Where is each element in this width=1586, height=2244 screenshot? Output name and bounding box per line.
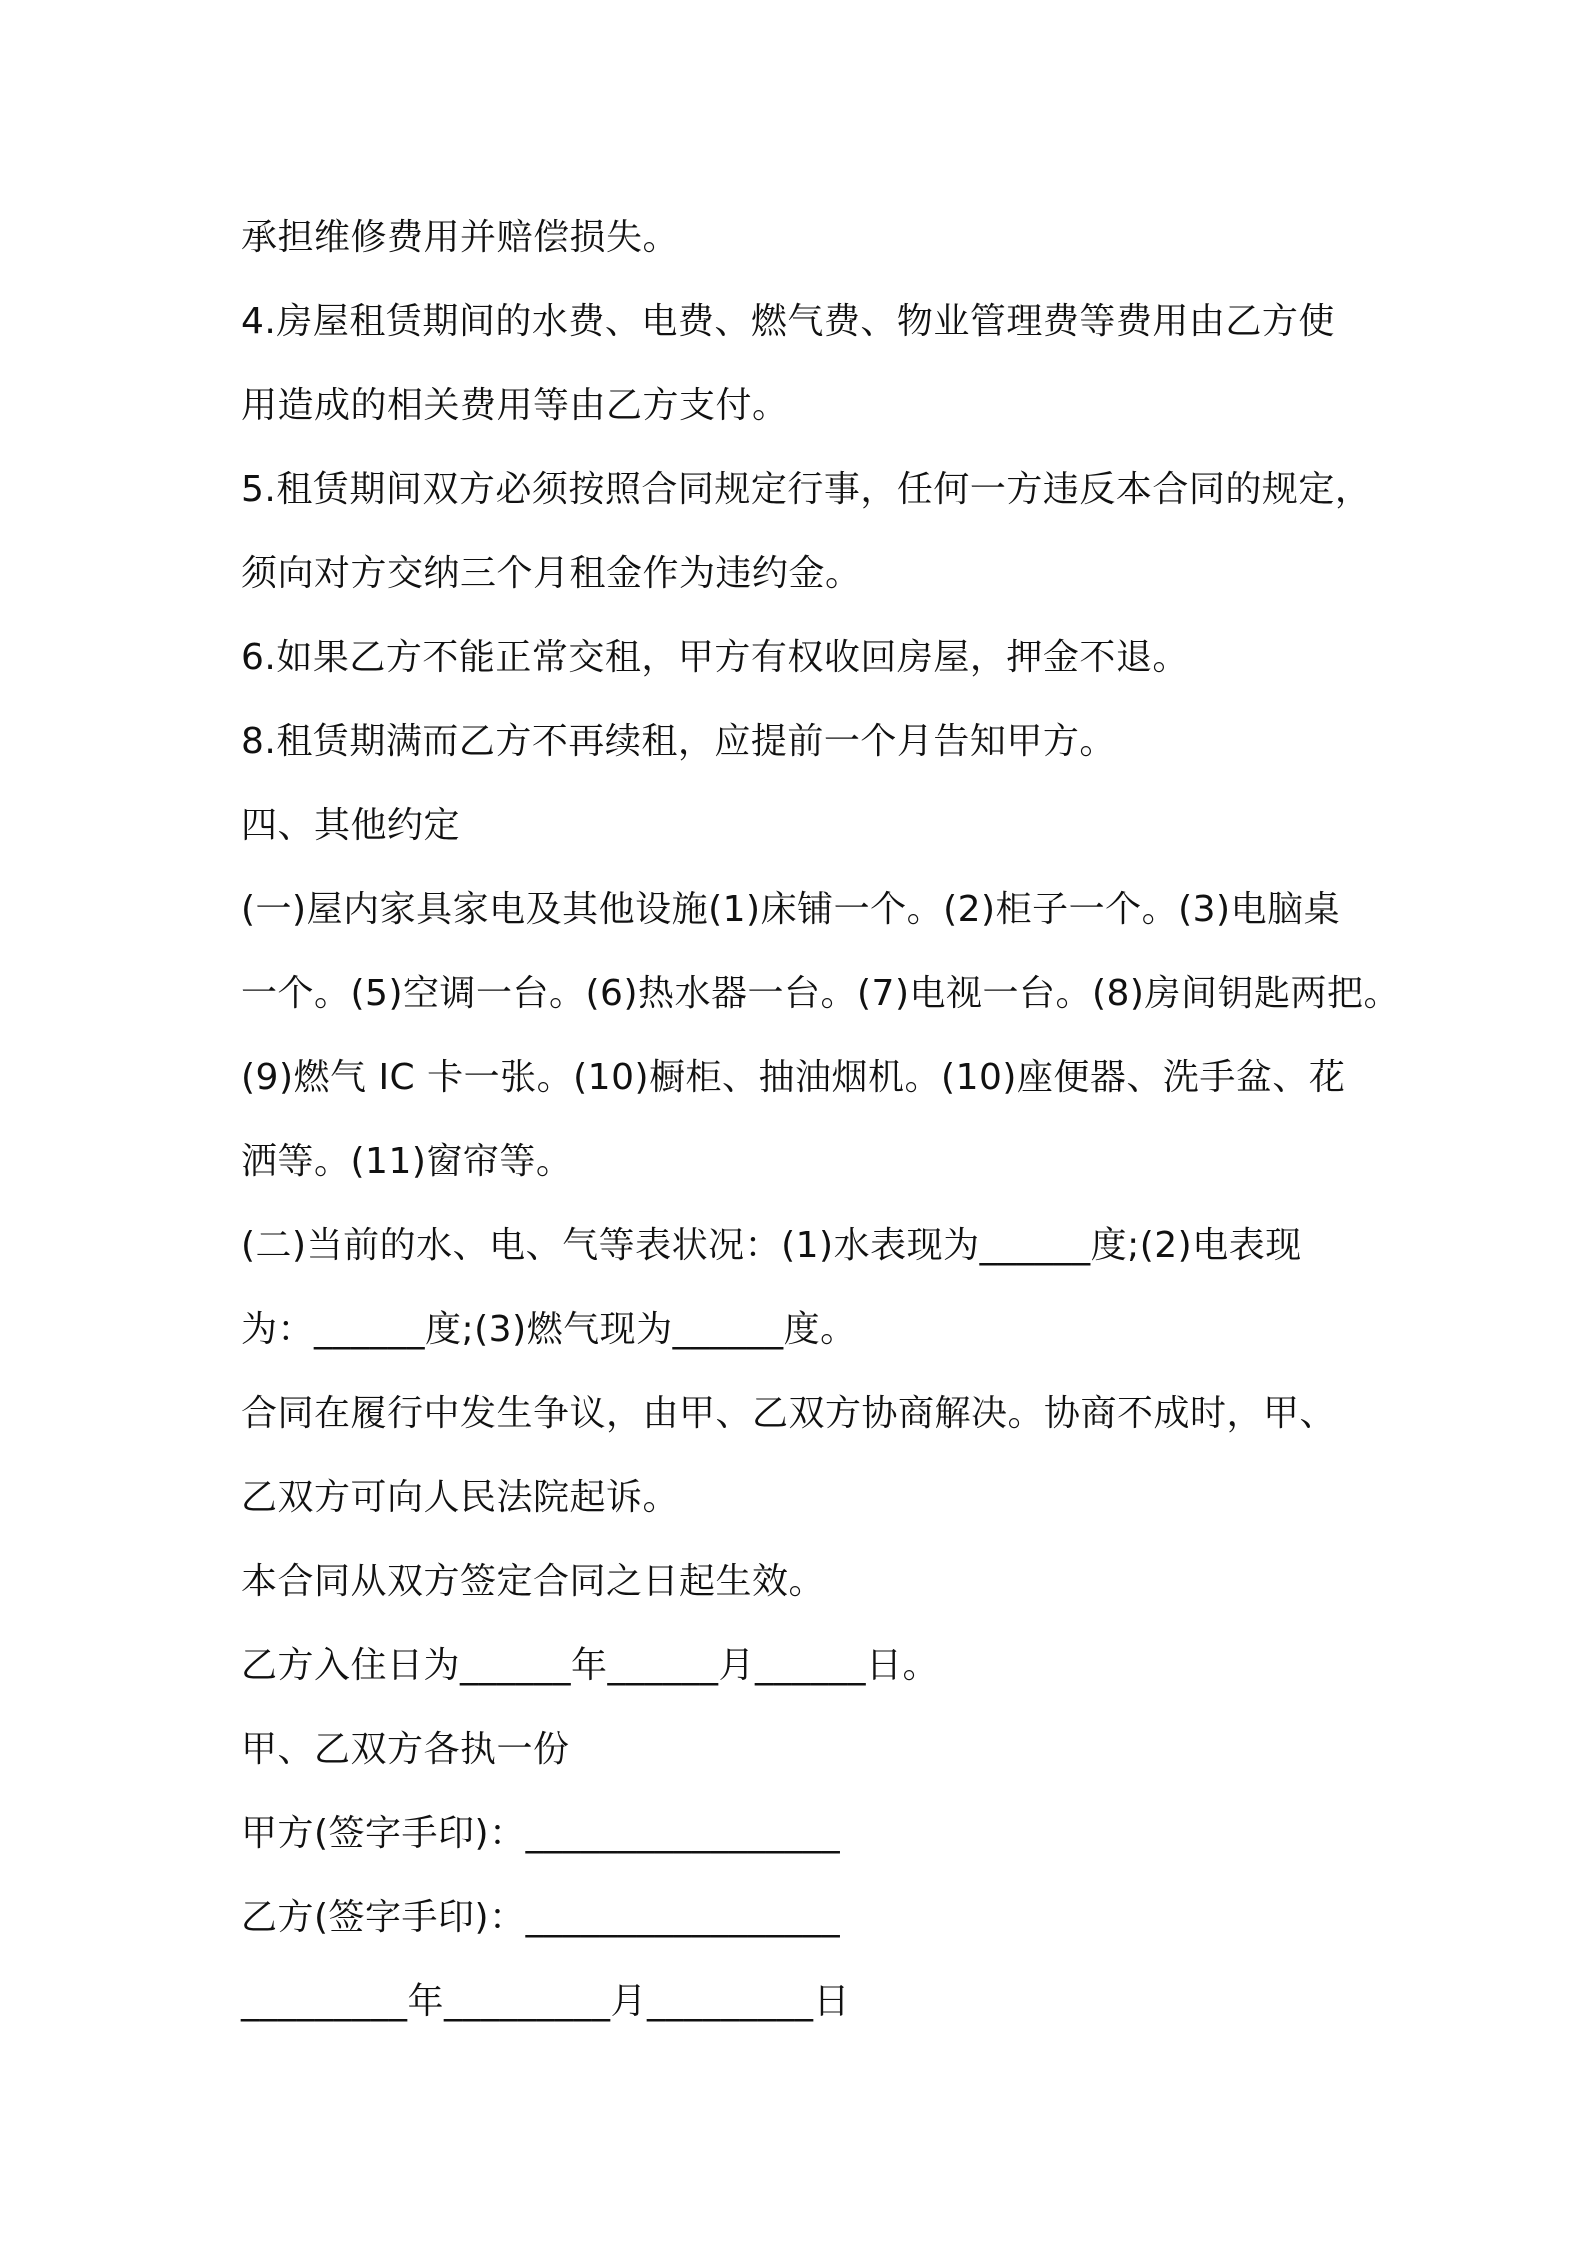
clause-5-line-1: 5.租赁期间双方必须按照合同规定行事，任何一方违反本合同的规定， xyxy=(241,469,1372,510)
meter-status-line-1: (二)当前的水、电、气等表状况：(1)水表现为______度;(2)电表现 xyxy=(241,1225,1302,1266)
furnishings-line-2: 一个。(5)空调一台。(6)热水器一台。(7)电视一台。(8)房间钥匙两把。 xyxy=(241,973,1400,1014)
furnishings-line-4: 洒等。(11)窗帘等。 xyxy=(241,1141,573,1182)
clause-4-line-1: 4.房屋租赁期间的水费、电费、燃气费、物业管理费等费用由乙方使 xyxy=(241,301,1335,342)
clause-6: 6.如果乙方不能正常交租，甲方有权收回房屋，押金不退。 xyxy=(241,637,1189,678)
move-in-date-line: 乙方入住日为______年______月______日。 xyxy=(241,1645,940,1686)
meter-status-line-2: 为：______度;(3)燃气现为______度。 xyxy=(241,1309,857,1350)
clause-4-line-2: 用造成的相关费用等由乙方支付。 xyxy=(241,385,789,426)
dispute-line-2: 乙双方可向人民法院起诉。 xyxy=(241,1477,680,1518)
clause-8: 8.租赁期满而乙方不再续租，应提前一个月告知甲方。 xyxy=(241,721,1116,762)
copies-clause: 甲、乙双方各执一份 xyxy=(241,1729,570,1770)
party-a-signature-line: 甲方(签字手印)：_________________ xyxy=(241,1813,841,1854)
furnishings-line-3: (9)燃气 IC 卡一张。(10)橱柜、抽油烟机。(10)座便器、洗手盆、花 xyxy=(241,1057,1346,1098)
document-body xyxy=(241,196,1400,2044)
text-line: 承担维修费用并赔偿损失。 xyxy=(241,217,680,258)
dispute-line-1: 合同在履行中发生争议，由甲、乙双方协商解决。协商不成时，甲、 xyxy=(241,1393,1337,1434)
clause-5-line-2: 须向对方交纳三个月租金作为违约金。 xyxy=(241,553,862,594)
effective-clause: 本合同从双方签定合同之日起生效。 xyxy=(241,1561,826,1602)
furnishings-line-1: (一)屋内家具家电及其他设施(1)床铺一个。(2)柜子一个。(3)电脑桌 xyxy=(241,889,1341,930)
signing-date-line: _________年_________月_________日 xyxy=(241,1981,850,2022)
section-heading-other-agreements: 四、其他约定 xyxy=(241,805,461,846)
party-b-signature-line: 乙方(签字手印)：_________________ xyxy=(241,1897,841,1938)
